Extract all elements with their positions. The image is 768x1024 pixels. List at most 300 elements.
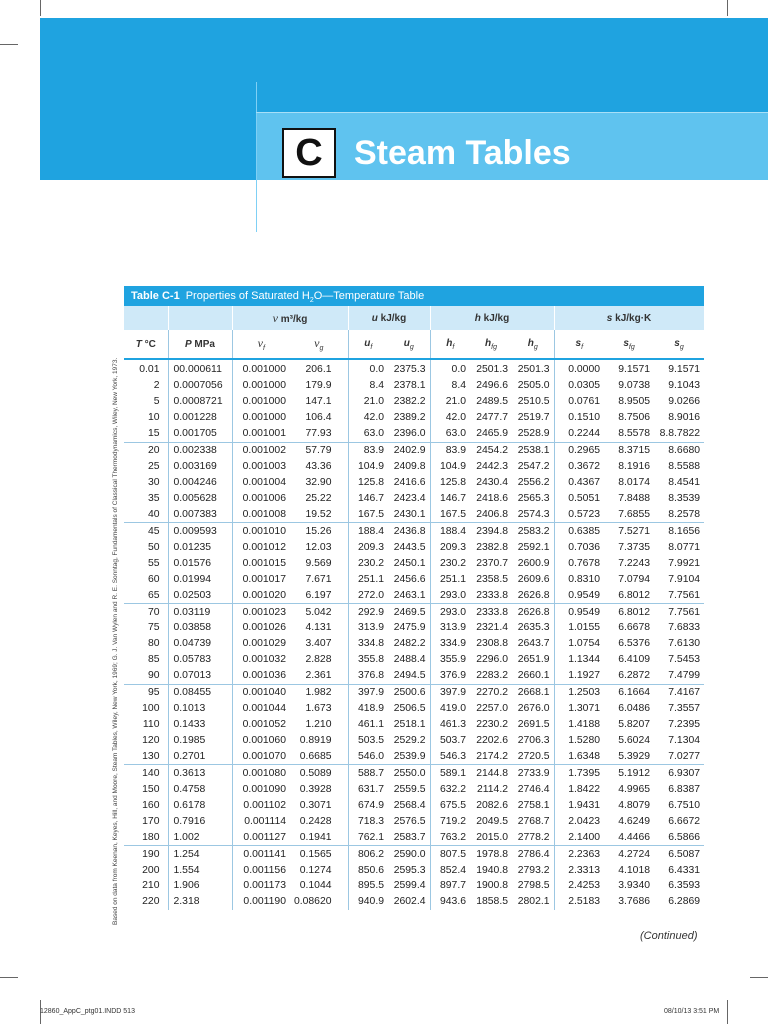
header-blank	[124, 306, 168, 330]
cell-sfg: 6.6678	[618, 622, 651, 634]
cell-sf: 1.1927	[554, 668, 604, 684]
cell-vg: 147.1	[290, 394, 348, 410]
cell-pressure: 2.318	[168, 894, 232, 910]
cell-sf: 0.5723	[554, 506, 604, 522]
cell-pressure: 0.009593	[168, 523, 232, 539]
cell-sg: 8.2578	[654, 506, 704, 522]
table-row	[124, 733, 704, 749]
cell-sf: 0.0761	[568, 396, 601, 408]
crop-mark	[40, 0, 41, 16]
cell-hf: 230.2	[439, 557, 466, 569]
header-pressure: P MPa	[168, 330, 232, 359]
header-group-u: u kJ/kg	[348, 306, 430, 330]
cell-hg: 2626.8	[512, 604, 554, 620]
table-row	[124, 829, 704, 845]
cell-hfg: 2202.6	[476, 735, 508, 747]
cell-vg: 32.90	[290, 475, 348, 491]
cell-vf: 0.001040	[242, 687, 286, 699]
cell-vg: 0.1565	[290, 846, 348, 862]
cell-hf: 763.2	[430, 829, 470, 845]
cell-sfg: 7.3735	[618, 541, 651, 553]
cell-pressure: 0.002338	[168, 442, 232, 458]
cell-ug: 2475.9	[388, 620, 430, 636]
cell-hg: 2600.9	[512, 555, 554, 571]
cell-uf: 188.4	[357, 525, 384, 537]
cell-hfg: 2430.4	[476, 477, 508, 489]
cell-hfg: 2501.3	[476, 364, 508, 376]
cell-sf: 1.1344	[568, 654, 601, 666]
cell-pressure: 0.0008721	[168, 394, 232, 410]
cell-uf: 230.2	[357, 557, 384, 569]
cell-sf: 2.2363	[568, 848, 601, 860]
cell-hf: 419.0	[439, 703, 466, 715]
cell-sf: 0.2965	[568, 445, 601, 457]
cell-sg: 6.8387	[668, 783, 701, 795]
table-row	[124, 394, 704, 410]
table-row	[124, 571, 704, 587]
cell-temperature: 60	[124, 571, 168, 587]
header-hfg: $h_{fg}$	[470, 330, 512, 359]
cell-hf: 376.9	[430, 668, 470, 684]
table-number: Table C-1	[131, 290, 180, 302]
cell-sf: 1.3071	[568, 703, 601, 715]
cell-ug: 2602.4	[388, 894, 430, 910]
cell-hf: 125.8	[439, 477, 466, 489]
cell-hf: 852.4	[439, 864, 466, 876]
cell-vg: 57.79	[290, 442, 348, 458]
cell-hg: 2592.1	[512, 539, 554, 555]
cell-sf: 1.0155	[568, 622, 601, 634]
cell-vf: 0.001026	[242, 622, 286, 634]
cell-vf: 0.001000	[242, 396, 286, 408]
cell-temperature: 10	[124, 410, 168, 426]
cell-vf: 0.001156	[243, 864, 286, 876]
cell-ug: 2500.6	[388, 684, 430, 700]
cell-uf: 42.0	[363, 412, 384, 424]
cell-uf: 251.1	[357, 573, 384, 585]
cell-vg: 0.1941	[290, 829, 348, 845]
cell-hfg: 2082.6	[476, 799, 508, 811]
cell-sf: 2.1400	[554, 829, 604, 845]
cell-hg: 2501.3	[512, 359, 554, 378]
cell-hf: 63.0	[430, 426, 470, 442]
cell-sfg: 3.7686	[618, 896, 651, 908]
cell-sg: 7.9921	[668, 557, 701, 569]
table-row	[124, 797, 704, 813]
cell-hfg: 1940.8	[476, 864, 508, 876]
cell-vf: 0.001004	[242, 477, 286, 489]
cell-hg: 2556.2	[512, 475, 554, 491]
cell-temperature: 50	[124, 539, 168, 555]
cell-hfg: 2477.7	[476, 412, 508, 424]
table-row	[124, 506, 704, 522]
cell-sf: 1.8422	[568, 783, 601, 795]
cell-sfg: 6.0486	[618, 703, 651, 715]
cell-temperature: 30	[124, 475, 168, 491]
cell-vg: 0.1044	[290, 878, 348, 894]
cell-pressure: 1.254	[168, 846, 232, 862]
cell-sg: 8.8.7822	[654, 426, 704, 442]
table-row	[124, 668, 704, 684]
cell-hg: 2583.2	[512, 523, 554, 539]
cell-uf: 292.9	[357, 606, 384, 618]
cell-sf: 1.5280	[568, 735, 601, 747]
cell-vg: 3.407	[290, 636, 348, 652]
cell-ug: 2568.4	[388, 797, 430, 813]
cell-sf: 1.7395	[568, 767, 601, 779]
cell-ug: 2396.0	[388, 426, 430, 442]
cell-pressure: 0.07013	[168, 668, 232, 684]
cell-sg: 8.4541	[668, 477, 701, 489]
cell-hf: 188.4	[439, 525, 466, 537]
cell-hf: 897.7	[439, 880, 466, 892]
cell-vf: 0.001000	[242, 412, 286, 424]
cell-sfg: 6.8012	[618, 606, 651, 618]
cell-pressure: 0.1013	[168, 701, 232, 717]
cell-vg: 0.3928	[290, 781, 348, 797]
cell-uf: 806.2	[357, 848, 384, 860]
cell-vf: 0.001015	[242, 557, 286, 569]
cell-vg: 4.131	[290, 620, 348, 636]
cell-sfg: 6.4109	[618, 654, 651, 666]
table-row	[124, 523, 704, 539]
cell-sfg: 6.2872	[604, 668, 654, 684]
cell-hg: 2651.9	[512, 652, 554, 668]
cell-ug: 2416.6	[388, 475, 430, 491]
cell-ug: 2382.2	[388, 394, 430, 410]
table-row	[124, 475, 704, 491]
cell-hf: 42.0	[445, 412, 466, 424]
cell-hfg: 2174.2	[470, 749, 512, 765]
cell-sfg: 7.6855	[604, 506, 654, 522]
header-sg: $s_g$	[654, 330, 704, 359]
cell-sg: 7.5453	[668, 654, 701, 666]
header-group-v: v m³/kg	[232, 306, 348, 330]
cell-sfg: 8.5578	[604, 426, 654, 442]
cell-sf: 2.3313	[568, 864, 601, 876]
cell-vg: 25.22	[290, 491, 348, 507]
table-title-pre: Properties of Saturated H	[185, 290, 310, 302]
cell-sfg: 9.1571	[618, 364, 651, 376]
cell-hg: 2746.4	[512, 781, 554, 797]
header-vf: $v_f$	[232, 330, 290, 359]
cell-sfg: 8.9505	[618, 396, 651, 408]
cell-sf: 0.0305	[568, 380, 601, 392]
cell-hf: 167.5	[430, 506, 470, 522]
cell-temperature: 20	[124, 442, 168, 458]
table-row	[124, 587, 704, 603]
cell-ug: 2529.2	[388, 733, 430, 749]
banner-rule-vertical	[256, 82, 257, 232]
cell-vf: 0.001173	[243, 880, 286, 892]
table-row	[124, 359, 704, 378]
cell-hfg: 2382.8	[476, 541, 508, 553]
cell-sg: 8.6680	[668, 445, 701, 457]
cell-temperature: 40	[124, 506, 168, 522]
cell-uf: 313.9	[357, 622, 384, 634]
cell-hf: 251.1	[439, 573, 466, 585]
header-group-h: h kJ/kg	[430, 306, 554, 330]
cell-temperature: 200	[124, 862, 168, 878]
table-row	[124, 410, 704, 426]
cell-hf: 21.0	[445, 396, 466, 408]
cell-hfg: 2489.5	[476, 396, 508, 408]
cell-hfg: 2454.2	[476, 445, 508, 457]
cell-vg: 9.569	[290, 555, 348, 571]
cell-uf: 674.9	[357, 799, 384, 811]
cell-pressure: 0.05783	[168, 652, 232, 668]
cell-sf: 1.6348	[554, 749, 604, 765]
cell-ug: 2550.0	[388, 765, 430, 781]
cell-temperature: 180	[124, 829, 168, 845]
cell-uf: 418.9	[357, 703, 384, 715]
cell-vf: 0.001001	[232, 426, 290, 442]
cell-ug: 2590.0	[388, 846, 430, 862]
cell-vf: 0.001029	[242, 638, 286, 650]
cell-temperature: 120	[124, 733, 168, 749]
cell-pressure: 0.03858	[168, 620, 232, 636]
cell-pressure: 0.0007056	[168, 378, 232, 394]
cell-vf: 0.001070	[232, 749, 290, 765]
cell-vf: 0.001141	[243, 848, 286, 860]
cell-ug: 2430.1	[388, 506, 430, 522]
cell-uf: 376.8	[348, 668, 388, 684]
cell-vg: 0.08620	[290, 894, 348, 910]
cell-sg: 7.7561	[654, 587, 704, 603]
cell-sf: 2.5183	[568, 896, 601, 908]
cell-hf: 293.0	[430, 587, 470, 603]
cell-hfg: 1978.8	[476, 848, 508, 860]
cell-sf: 0.5051	[568, 492, 601, 504]
cell-temperature: 80	[124, 636, 168, 652]
header-vg: $v_g$	[290, 330, 348, 359]
cell-temperature: 5	[124, 394, 168, 410]
cell-hfg: 2406.8	[470, 506, 512, 522]
cell-sf: 0.4367	[568, 477, 601, 489]
cell-hg: 2758.1	[512, 797, 554, 813]
cell-hf: 943.6	[439, 896, 466, 908]
cell-temperature: 95	[124, 684, 168, 700]
table-title-post: O—Temperature Table	[313, 290, 425, 302]
cell-sfg: 8.3715	[618, 445, 651, 457]
chapter-letter: C	[282, 128, 336, 178]
cell-ug: 2494.5	[388, 668, 430, 684]
cell-uf: 940.9	[357, 896, 384, 908]
cell-pressure: 0.005628	[168, 491, 232, 507]
cell-hg: 2802.1	[512, 894, 554, 910]
cell-ug: 2378.1	[388, 378, 430, 394]
cell-pressure: 0.2701	[168, 749, 232, 765]
cell-uf: 631.7	[357, 783, 384, 795]
cell-sf: 2.0423	[568, 815, 601, 827]
cell-hf: 632.2	[439, 783, 466, 795]
cell-vf: 0.001114	[244, 815, 286, 827]
cell-hg: 2565.3	[512, 491, 554, 507]
cell-ug: 2595.3	[388, 862, 430, 878]
cell-sg: 7.4799	[654, 668, 704, 684]
cell-temperature: 2	[124, 378, 168, 394]
cell-sfg: 6.8012	[604, 587, 654, 603]
cell-temperature: 70	[124, 604, 168, 620]
cell-pressure: 0.003169	[168, 459, 232, 475]
cell-sf: 0.6385	[568, 525, 601, 537]
source-credit: Based on data from Keenan, Keyes, Hill, and Moore, Steam Tables, Wiley, New York, 1969; G. J. Van Wylen and R. E. Sonntag, Fundamentals of Classical Thermodynamics, Wiley, New York, 1973.	[112, 357, 119, 925]
cell-pressure: 0.007383	[168, 506, 232, 522]
cell-uf: 167.5	[348, 506, 388, 522]
cell-uf: 8.4	[369, 380, 384, 392]
table-title-bar	[124, 286, 704, 306]
cell-uf: 718.3	[357, 815, 384, 827]
cell-sf: 0.9549	[568, 606, 601, 618]
cell-temperature: 140	[124, 765, 168, 781]
cell-pressure: 0.1433	[168, 717, 232, 733]
cell-sfg: 4.9965	[618, 783, 651, 795]
cell-sfg: 4.1018	[618, 864, 651, 876]
crop-mark	[0, 44, 18, 45]
table-row	[124, 717, 704, 733]
table-title-sub: 2	[309, 297, 314, 305]
crop-mark	[0, 977, 18, 978]
cell-hfg: 2270.2	[476, 687, 508, 699]
cell-vg: 106.4	[290, 410, 348, 426]
cell-hf: 675.5	[439, 799, 466, 811]
cell-sg: 7.6833	[668, 622, 701, 634]
header-temperature: T °C	[124, 330, 168, 359]
cell-hg: 2626.8	[512, 587, 554, 603]
table-row	[124, 491, 704, 507]
cell-sg: 6.7510	[668, 799, 701, 811]
cell-hf: 589.1	[439, 767, 466, 779]
cell-temperature: 110	[124, 717, 168, 733]
cell-vg: 0.3071	[290, 797, 348, 813]
cell-sfg: 6.5376	[618, 638, 651, 650]
cell-pressure: 0.1985	[168, 733, 232, 749]
header-uf: $u_f$	[348, 330, 388, 359]
cell-vf: 0.001012	[242, 541, 286, 553]
cell-vf: 0.001023	[242, 606, 286, 618]
cell-sg: 8.9016	[668, 412, 701, 424]
cell-sfg: 8.7506	[618, 412, 651, 424]
cell-sg: 7.0277	[654, 749, 704, 765]
cell-hfg: 2308.8	[476, 638, 508, 650]
cell-vg: 7.671	[290, 571, 348, 587]
cell-temperature: 130	[124, 749, 168, 765]
cell-temperature: 90	[124, 668, 168, 684]
cell-uf: 397.9	[357, 687, 384, 699]
cell-sg: 6.6672	[668, 815, 701, 827]
cell-pressure: 0.3613	[168, 765, 232, 781]
cell-hg: 2733.9	[512, 765, 554, 781]
table-row	[124, 620, 704, 636]
cell-vf: 0.001052	[242, 719, 286, 731]
cell-temperature: 190	[124, 846, 168, 862]
cell-vg: 206.1	[290, 359, 348, 378]
table-row	[124, 652, 704, 668]
cell-vf: 0.001090	[242, 783, 286, 795]
cell-vf: 0.001060	[242, 735, 286, 747]
cell-hg: 2519.7	[512, 410, 554, 426]
cell-sg: 9.1571	[668, 364, 701, 376]
cell-sg: 7.3557	[668, 703, 701, 715]
cell-hg: 2547.2	[512, 459, 554, 475]
cell-ug: 2506.5	[388, 701, 430, 717]
footer-timestamp: 08/10/13 3:51 PM	[664, 1008, 720, 1015]
cell-hg: 2538.1	[512, 442, 554, 458]
cell-ug: 2456.6	[388, 571, 430, 587]
cell-vg: 0.6685	[290, 749, 348, 765]
cell-vf: 0.001036	[232, 668, 290, 684]
cell-hg: 2786.4	[512, 846, 554, 862]
cell-hfg: 2144.8	[476, 767, 508, 779]
cell-hg: 2798.5	[512, 878, 554, 894]
cell-sfg: 9.0738	[618, 380, 651, 392]
cell-temperature: 55	[124, 555, 168, 571]
cell-hg: 2635.3	[512, 620, 554, 636]
cell-hfg: 2358.5	[476, 573, 508, 585]
cell-sg: 6.5087	[668, 848, 701, 860]
cell-sfg: 4.6249	[618, 815, 651, 827]
cell-uf: 272.0	[348, 587, 388, 603]
cell-vf: 0.001003	[242, 461, 286, 473]
cell-sf: 0.9549	[554, 587, 604, 603]
cell-hg: 2505.0	[512, 378, 554, 394]
cell-pressure: 0.7916	[168, 813, 232, 829]
cell-hf: 8.4	[451, 380, 466, 392]
table-row	[124, 459, 704, 475]
cell-ug: 2583.7	[388, 829, 430, 845]
table-row	[124, 878, 704, 894]
cell-vf: 0.001000	[242, 380, 286, 392]
table-row	[124, 539, 704, 555]
cell-vg: 2.361	[290, 668, 348, 684]
cell-hfg: 2333.8	[470, 587, 512, 603]
cell-sfg: 8.1916	[618, 461, 651, 473]
cell-vg: 0.1274	[290, 862, 348, 878]
table-row	[124, 813, 704, 829]
steam-table	[124, 306, 705, 910]
cell-sf: 1.4188	[568, 719, 601, 731]
cell-vg: 12.03	[290, 539, 348, 555]
cell-sfg: 3.9340	[618, 880, 651, 892]
cell-sg: 7.1304	[668, 735, 701, 747]
cell-uf: 83.9	[363, 445, 384, 457]
cell-sg: 8.5588	[668, 461, 701, 473]
cell-hf: 807.5	[439, 848, 466, 860]
cell-hg: 2510.5	[512, 394, 554, 410]
cell-hg: 2660.1	[512, 668, 554, 684]
cell-sfg: 5.6024	[618, 735, 651, 747]
table-row	[124, 846, 704, 862]
cell-temperature: 75	[124, 620, 168, 636]
cell-pressure: 0.04739	[168, 636, 232, 652]
cell-vg: 0.2428	[290, 813, 348, 829]
table-row	[124, 749, 704, 765]
cell-uf: 0.0	[369, 364, 384, 376]
cell-vf: 0.001002	[242, 445, 286, 457]
cell-hfg: 1900.8	[476, 880, 508, 892]
cell-sf: 0.7036	[568, 541, 601, 553]
cell-vf: 0.001006	[242, 492, 286, 504]
cell-sf: 0.8310	[568, 573, 601, 585]
header-hf: $h_f$	[430, 330, 470, 359]
cell-ug: 2599.4	[388, 878, 430, 894]
cell-vf: 0.001190	[243, 896, 286, 908]
cell-uf: 503.5	[357, 735, 384, 747]
cell-sg: 7.4167	[668, 687, 701, 699]
cell-hf: 503.7	[439, 735, 466, 747]
cell-sfg: 5.8207	[618, 719, 651, 731]
cell-pressure: 0.001705	[168, 426, 232, 442]
